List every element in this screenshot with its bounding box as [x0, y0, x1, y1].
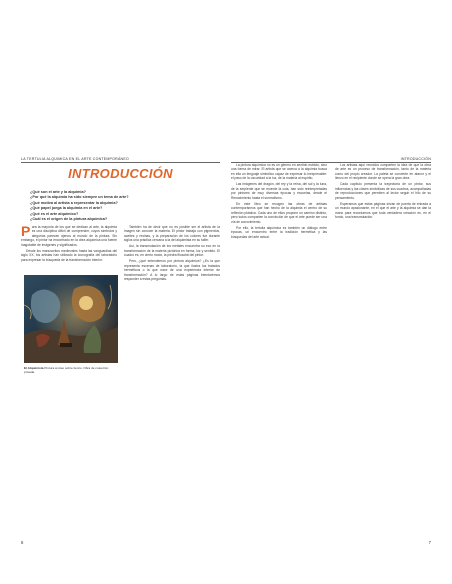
text-column-2	[124, 225, 220, 283]
paragraph: En este libro se recogen las obras de artistas contemporáneos que han hecho de la alquimia el centro de su reflexión plástica. Cada uno de ellos propone un camino distinto, pero todos comparten la convicción de que el arte puede ser una vía de conocimiento.	[231, 201, 327, 224]
paragraph: Así, la transmutación de los metales encuentra su eco en la transformación de la materia pictórica en forma, luz y sentido. El cuadro es, en cierto modo, la piedra filosofal del pintor.	[124, 244, 220, 258]
lead-question: ¿Qué es el arte alquímico?	[30, 211, 79, 216]
lead-question: ¿Qué motiva al artista a representar la alquimia?	[30, 200, 118, 205]
paragraph: Para la mayoría de los que se dedican al arte, la alquimia es una disciplina difícil de comprender, cuyos símbolos y alegorías parecen ajenos al mundo de la pintura. Sin embargo, el pintor ha encontrado en la obra alquímica una fuente inagotable de imágenes y significados.	[21, 222, 117, 247]
caption-text: Pintura al óleo sobre lienzo. Obra de colección privada.	[24, 366, 109, 374]
running-head-left: LA TERTULIA ALQUIMICA EN EL ARTE CONTEMPORÁNEO	[21, 157, 129, 161]
paragraph: También ha de decir que no es posible ser el artista de la imagen sin conocer la materia. El pintor trabaja con pigmentos, aceites y resinas, y la preparación de los colores fue durante siglos una práctica cercana a la del alquimista en su taller.	[124, 225, 220, 243]
page-number-right: 7	[428, 540, 431, 545]
alchemist-painting-image	[24, 275, 118, 363]
text-column-4	[335, 163, 431, 221]
paragraph: La pintura alquímica no es un género en sentido estricto, sino una forma de mirar. El artista que se acerca a la alquimia busca en ella un lenguaje simbólico capaz de expresar lo inexpresable: el paso de la oscuridad a la luz, de la materia al espíritu.	[231, 163, 327, 181]
text-column-1	[21, 222, 117, 264]
header-rule-left	[21, 162, 220, 163]
paragraph: Las imágenes del dragón, del rey y la reina, del sol y la luna, de la serpiente que se muerde la cola, han sido reinterpretadas por pintores de muy diversas épocas y escuelas, desde el Renacimiento hasta el surrealismo.	[231, 182, 327, 200]
running-head-right: INTRODUCCIÓN	[400, 157, 431, 161]
lead-questions	[30, 190, 190, 222]
paragraph: Los artistas aquí reunidos comparten la idea de que la obra de arte es un proceso de transformación, tanto de la materia como del propio creador. La paleta se convierte en atanor y el lienzo en el recipiente donde se opera la gran obra.	[335, 163, 431, 181]
text-column-3	[231, 163, 327, 241]
painting-figure	[24, 275, 118, 363]
lead-question: ¿Qué papel juega la alquimia en el arte?	[30, 206, 103, 211]
paragraph: Desde los manuscritos medievales hasta las vanguardias del siglo XX, los artistas han utilizado la iconografía del laboratorio para expresar la búsqueda de la transformación interior.	[21, 248, 117, 262]
paragraph: Cada capítulo presenta la trayectoria de un pintor, sus influencias y las claves simbólicas de sus cuadros, acompañadas de reproducciones que permiten al lector seguir el hilo de su pensamiento.	[335, 182, 431, 200]
paragraph: Por ello, la tertulia alquímica es también un diálogo entre épocas, un encuentro entre la tradición hermética y las búsquedas del arte actual.	[231, 225, 327, 239]
drop-cap: P	[21, 222, 31, 239]
paragraph: Esperamos que estas páginas sirvan de puerta de entrada a un mundo apasionante, en el que el arte y la alquimia se dan la mano para recordarnos que toda verdadera creación es, en el fondo, una transmutación.	[335, 201, 431, 220]
paragraph: Pero, ¿qué entendemos por pintura alquímica? ¿Es la que representa escenas de laboratorio, la que ilustra los tratados herméticos o la que nace de una experiencia interior de transformación? A lo largo de estas páginas intentaremos responder a estas preguntas.	[124, 259, 220, 282]
chapter-title: INTRODUCCIÓN	[68, 166, 173, 181]
lead-question: ¿Cuál es el origen de la pintura alquímica?	[30, 217, 108, 222]
lead-question: ¿Por qué la alquimia ha sido siempre un tema de arte?	[30, 195, 129, 200]
figure-caption	[24, 366, 118, 374]
lead-question: ¿Qué son el arte y la alquimia?	[30, 190, 86, 194]
page-number-left: 6	[21, 540, 24, 545]
caption-title: El Alquimista	[24, 366, 44, 370]
